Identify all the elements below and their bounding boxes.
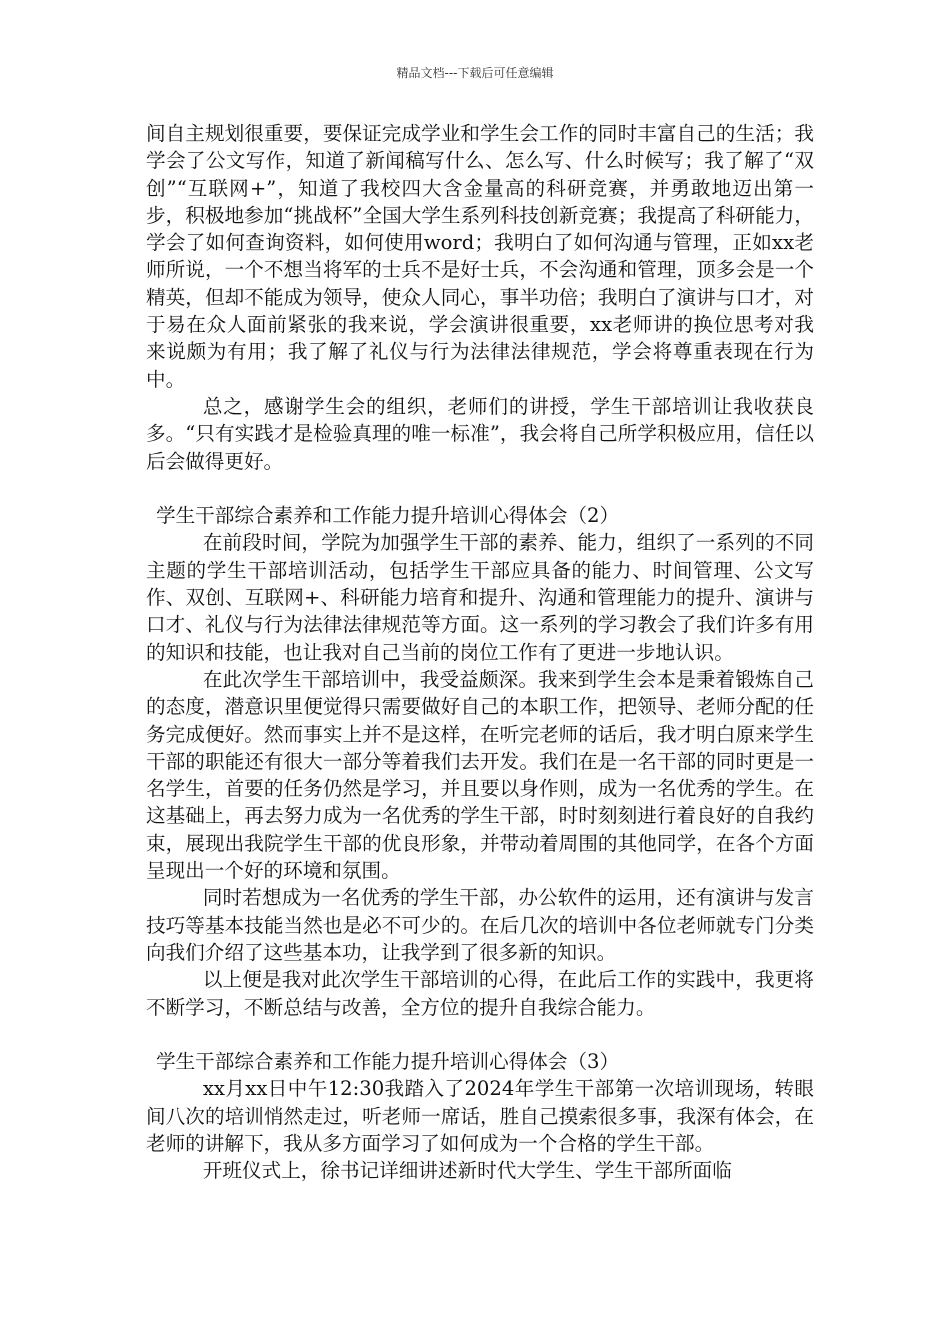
- page-header: 精品文档---下载后可任意编辑: [396, 66, 554, 80]
- paragraph: 开班仪式上，徐书记详细讲述新时代大学生、学生干部所面临: [202, 1159, 732, 1183]
- paragraph: 同时若想成为一名优秀的学生干部，办公软件的运用，还有演讲与发言技巧等基本技能当然也是必不可少的。在后几次的培训中各位老师就专门分类向我们介绍了这些基本功，让我学到了很多新的知识。: [146, 886, 814, 964]
- section-title: 学生干部综合素养和工作能力提升培训心得体会（2）: [156, 504, 620, 528]
- paragraph: 总之，感谢学生会的组织，老师们的讲授，学生干部培训让我收获良多。“只有实践才是检验真理的唯一标准”，我会将自己所学积极应用，信任以后会做得更好。: [146, 394, 814, 473]
- paragraph: 在此次学生干部培训中，我受益颇深。我来到学生会本是秉着锻炼自己的态度，潜意识里便觉得只需要做好自己的本职工作，把领导、老师分配的任务完成便好。然而事实上并不是这样，在听完老师的话后，我才明白原来学生干部的职能还有很大一部分等着我们去开发。我们在是一名干部的同时更是一名学生，首要的任务仍然是学习，并且要以身作则，成为一名优秀的学生。在这基础上，再去努力成为一名优秀的学生干部，时时刻刻进行着良好的自我约束，展现出我院学生干部的优良形象，并带动着周围的其他同学，在各个方面呈现出一个好的环境和氛围。: [146, 667, 814, 883]
- document-body: [146, 120, 814, 1185]
- section-title: 学生干部综合素养和工作能力提升培训心得体会（3）: [156, 1050, 620, 1074]
- paragraph: 在前段时间，学院为加强学生干部的素养、能力，组织了一系列的不同主题的学生干部培训活动，包括学生干部应具备的能力、时间管理、公文写作、双创、互联网+、科研能力培育和提升、沟通和管理能力的提升、演讲与口才、礼仪与行为法律法律规范等方面。这一系列的学习教会了我们许多有用的知识和技能，也让我对自己当前的岗位工作有了更进一步地认识。: [146, 531, 814, 664]
- paragraph: 以上便是我对此次学生干部培训的心得，在此后工作的实践中，我更将不断学习，不断总结与改善，全方位的提升自我综合能力。: [146, 968, 814, 1019]
- paragraph: xx月xx日中午12:30我踏入了2024年学生干部第一次培训现场，转眼间八次的培训悄然走过，听老师一席话，胜自己摸索很多事，我深有体会，在老师的讲解下，我从多方面学习了如何成为一个合格的学生干部。: [146, 1077, 814, 1155]
- paragraph: 间自主规划很重要，要保证完成学业和学生会工作的同时丰富自己的生活；我学会了公文写作，知道了新闻稿写什么、怎么写、什么时候写；我了解了“双创”“互联网+”，知道了我校四大含金量高的科研竞赛，并勇敢地迈出第一步，积极地参加“挑战杯”全国大学生系列科技创新竞赛；我提高了科研能力，学会了如何查询资料，如何使用word；我明白了如何沟通与管理，正如xx老师所说，一个不想当将军的士兵不是好士兵，不会沟通和管理，顶多会是一个精英，但却不能成为领导，使众人同心，事半功倍；我明白了演讲与口才，对于易在众人面前紧张的我来说，学会演讲很重要，xx老师讲的换位思考对我来说颇为有用；我了解了礼仪与行为法律法律规范，学会将尊重表现在行为中。: [146, 122, 814, 391]
